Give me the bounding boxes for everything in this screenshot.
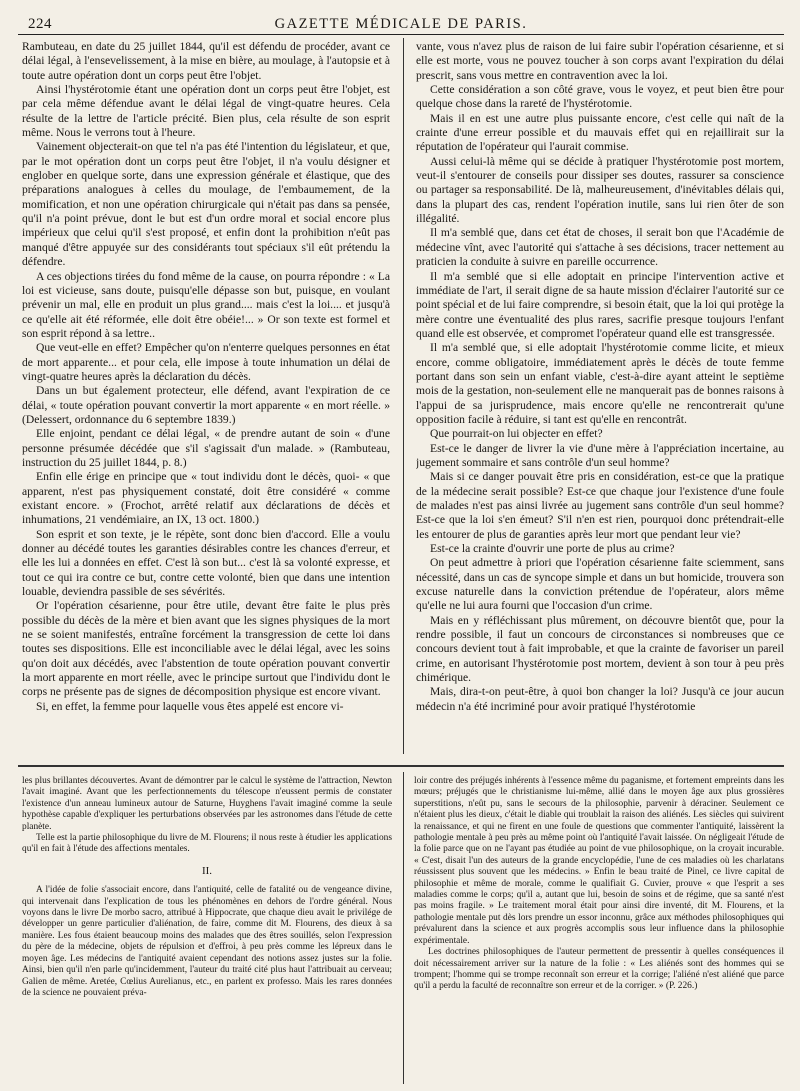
paragraph: Mais, dira-t-on peut-être, à quoi bon changer la loi? Jusqu'à ce jour aucun médecin n'a été incriminé pour avoir pratiqué l'hystérotomie xyxy=(416,685,784,713)
journal-title: GAZETTE MÉDICALE DE PARIS. xyxy=(274,16,528,32)
section-number: II. xyxy=(201,864,213,877)
column-divider-lower xyxy=(403,772,404,1084)
paragraph: Est-ce le danger de livrer la vie d'une mère à l'appréciation incertaine, au jugement sommaire et sans contrôle d'un seul homme? xyxy=(416,441,784,469)
paragraph: Il m'a semblé que si elle adoptait en principe l'intervention active et immédiate de l'art, il serait digne de sa haute mission d'éclairer l'autorité sur ce point spécial et de lui faire comprendre, si besoin était, que la loi qui protège la mère contre une éventualité des plus rares, sacrifie presque toujours l'enfant quand elle est observée, et compromet l'opérateur quand elle est transgressée. xyxy=(416,269,784,340)
paragraph: Vainement objecterait-on que tel n'a pas été l'intention du législateur, et que, par le mot opération dont un corps peut être l'objet, il n'a voulu désigner et englober en quelque sorte, dans une expression générale et élastique, que des préparations analogues à celles du moulage, de l'embaumement, de la momification, et non une opération chirurgicale qui n'était pas dans sa pensée, qu'il n'a point prévue, dont le but est d'un ordre moral et social encore plus impérieux que celui qu'il s'est proposé, et enfin dont la prohibition n'eût pas manqué d'être appuyée sur des considérants tout spéciaux s'il eût prétendu la défendre. xyxy=(22,140,390,269)
paragraph: Mais si ce danger pouvait être pris en considération, est-ce que la pratique de la médecine serait possible? Est-ce que chaque jour l'existence d'une foule de malades n'est pas ainsi livrée au jugement sans contrôle d'un seul homme? Est-ce que la loi s'en émeut? S'il n'en est rien, pourquoi donc prétendrait-elle les entourer de plus de garanties après leur mort que pendant leur vie? xyxy=(416,470,784,541)
paragraph: Dans un but également protecteur, elle défend, avant l'expiration de ce délai, « toute opération pouvant convertir la mort apparente « en mort réelle. » (Delessert, ordonnance du 6 septembre 1839.) xyxy=(22,384,390,426)
section-separator xyxy=(18,765,784,767)
paragraph: Est-ce la crainte d'ouvrir une porte de plus au crime? xyxy=(430,542,675,556)
paragraph: Que pourrait-on lui objecter en effet? xyxy=(430,427,603,441)
paragraph: Il m'a semblé que, dans cet état de choses, il serait bon que l'Académie de médecine vînt, avec l'autorité qui s'attache à ses décisions, tracer nettement au praticien la conduite à suivre en pareille occurrence. xyxy=(416,226,784,269)
page-number: 224 xyxy=(28,16,52,32)
paragraph: On peut admettre à priori que l'opération césarienne faite sciemment, sans nécessité, dans un cas de syncope simple et dans un but homicide, trouvera son excuse naturelle dans la conviction prétendue de l'opérateur, alors même qu'elle ne lui aura fourni que l'occasion d'un crime. xyxy=(416,556,784,613)
paragraph: Aussi celui-là même qui se décide à pratiquer l'hystérotomie post mortem, veut-il s'entourer de conseils pour dissiper ses doutes, rassurer sa conscience ou partager sa responsabilité. De là, malheureusement, d'inévitables délais qui, dans la plupart des cas, rendent l'opération inutile, sans lui rien ôter de son illégalité. xyxy=(416,154,784,226)
paragraph: Mais il en est une autre plus puissante encore, c'est celle qui naît de la crainte d'une erreur possible et du mauvais effet qui en rejaillirait sur la réputation de l'opérateur qui l'aurait commise. xyxy=(416,111,784,154)
column-divider xyxy=(403,38,404,754)
paragraph: Enfin elle érige en principe que « tout individu dont le décès, quoi- « que apparent, n'est pas physiquement constaté, doit être considéré « comme existant encore. » (Frochot, arrêté relatif aux déclarations de décès et inhumations, 21 vendémiaire, an IX, 13 oct. 1800.) xyxy=(22,470,390,527)
paragraph: vante, vous n'avez plus de raison de lui faire subir l'opération césarienne, et si elle est morte, vous ne pouvez toucher à son corps avant l'expiration du délai prescrit, sans vous mettre en contravention avec la loi. xyxy=(416,40,784,82)
paragraph: Si, en effet, la femme pour laquelle vous êtes appelé est encore vi- xyxy=(36,699,344,713)
paragraph: Son esprit et son texte, je le répète, sont donc bien d'accord. Elle a voulu donner au décédé toutes les garanties désirables contre les chances d'erreur, et elle les lui a données en effet. C'est là son but... c'est là sa volonté expresse, et tout ce qui ira contre ce but, contre cette volonté, bien que dans une intention louable, deviendra passible de ses sévérités. xyxy=(22,527,390,599)
paragraph: Elle enjoint, pendant ce délai légal, « de prendre autant de soin « d'une personne présumée décédée que s'il s'agissait d'un malade. » (Rambuteau, instruction du 25 juillet 1844, p. 8.) xyxy=(22,427,390,469)
paragraph: Il m'a semblé que, si elle adoptait l'hystérotomie comme licite, et mieux encore, comme obligatoire, immédiatement après le décès de toute femme portant dans son sein un enfant viable, c'est-à-dire ayant atteint le septième mois de la gestation, non-seulement elle ne manquerait pas de bonnes raisons à l'appui de sa jurisprudence, mais encore qu'elle ne rencontrerait qu'une opposition facile à réduire, si tant est qu'elle en rencontrât. xyxy=(416,341,784,426)
paragraph: les plus brillantes découvertes. Avant de démontrer par le calcul le système de l'attraction, Newton l'avait imaginé. Avant que les perfectionnements du télescope n'eussent permis de constater l'existence d'un anneau lumineux autour de Saturne, Huyghens l'avait imaginé comme la seule hypothèse capable d'expliquer les perturbations observées par les astronomes dans l'étude de cette planète. xyxy=(22,776,392,832)
paragraph: Or l'opération césarienne, pour être utile, devant être faite le plus près possible du décès de la mère et bien avant que les signes physiques de la mort ne se soient manifestés, entraîne forcément la transgression de cette loi dans toutes ses dispositions. Elle est inconciliable avec le délai légal, avec les soins qu'on doit aux décédés, avec l'abstention de toute opération pouvant convertir la mort apparente en mort réelle, avec le principe surtout que l'individu dont le corps ne présente pas de signes de décomposition physique est encore vivant. xyxy=(22,599,390,699)
paragraph: Telle est la partie philosophique du livre de M. Flourens; il nous reste à étudier les applications qu'il en fait à l'étude des affections mentales. xyxy=(22,833,392,855)
paragraph: loir contre des préjugés inhérents à l'essence même du paganisme, et fortement empreints dans les mœurs; préjugés que le christianisme lui-même, allié dans le moyen âge aux plus grossières superstitions, n'eût pu, sans le secours de la philosophie, parvenir à déraciner. Seulement ce n'étaient plus les dieux, c'était le diable qui troublait la raison des aliénés. Les siècles qui suivirent la renaissance, et qui ne firent en une foule de questions que commenter l'antiquité, laissèrent la pathologie mentale à peu près au même point où l'antiquité l'avait laissée. On négligeait l'étude de la folie parce que on ne l'ayant pas étudiée au point de vue philosophique, on la croyait incurable. « C'est, disait l'un des auteurs de la grande encyclopédie, l'une de ces maladies où les charlatans réussissent plus souvent que les médecins. » Enfin le beau traité de Pinel, ce livre capital de philosophie et même de morale, comme le qualifiait G. Cuvier, prouve « que l'esprit a ses maladies comme le corps; qu'il a, autant que lui, besoin de soins et de régime, que sa santé n'est pas moins fragile. » Le traitement moral était pour ainsi dire inventé, dit M. Flourens, et la pathologie mentale put dès lors prendre un essor inconnu, grâce aux méthodes philosophiques qui prévalurent dans la science et aux progrès accomplis sous leur influence dans la philosophie expérimentale. xyxy=(414,776,784,946)
paragraph: A ces objections tirées du fond même de la cause, on pourra répondre : « La loi est vicieuse, sans doute, puisqu'elle dépasse son but, puisque, en voulant prévenir un mal, elle en produit un plus grand.... mais c'est la loi.... et jusqu'à ce qu'elle ait été réformée, elle doit être obéie!... » Or son texte est formel et son esprit répond à sa lettre.. xyxy=(22,269,390,340)
paragraph: Ainsi l'hystérotomie étant une opération dont un corps peut être l'objet, est par cela même défendue avant le délai légal de vingt-quatre heures. Cela résulte de la lettre de l'article précité. Bien plus, cela résulte de son esprit même. Nous le verrons tout à l'heure. xyxy=(22,83,390,140)
paragraph: Mais en y réfléchissant plus mûrement, on découvre bientôt que, pour la rendre possible, il faut un concours de circonstances si nombreuses que ce concours devient tout à fait improbable, et que la crainte de favoriser un pareil crime, en autorisant l'hystérotomie post mortem, devient à son tour à peu près chimérique. xyxy=(416,613,784,685)
review-column-right xyxy=(414,776,784,1082)
paragraph: Que veut-elle en effet? Empêcher qu'on n'enterre quelques personnes en état de mort apparente... et pour cela, elle impose à toute inhumation un délai de vingt-quatre heures après la déclaration du décès. xyxy=(22,341,390,383)
review-column-left xyxy=(22,776,392,1082)
paragraph: Cette considération a son côté grave, vous le voyez, et peut bien être pour quelque chose dans la rareté de l'hystérotomie. xyxy=(416,83,784,111)
article-column-left xyxy=(22,40,390,752)
page-header xyxy=(18,10,784,35)
article-column-right xyxy=(416,40,784,752)
paragraph: A l'idée de folie s'associait encore, dans l'antiquité, celle de fatalité ou de vengeance divine, qui intervenait dans l'explication de tous les phénomènes en dehors de l'ordre général. Nous voyons dans le livre De morbo sacro, attribué à Hippocrate, que chaque dieu avait le privilége de développer un genre particulier d'aliénation, de faire, comme dit M. Flourens, des dieux à sa manière. Les fous étaient beaucoup moins des malades que des êtres souillés, selon l'expression du père de la médecine, objets de répulsion et d'effroi, à peu près comme les lépreux dans le moyen âge. Les médecins de l'antiquité avaient cependant des notions assez justes sur la folie. Ainsi, bien qu'il n'en parle qu'incidemment, l'auteur du traité cité plus haut l'attribuait au cerveau; Galien de même. Aretée, Cœlius Aurelianus, etc., en parlent ex professo. Mais les rares données de la science ne pouvaient préva- xyxy=(22,885,392,998)
paragraph: Rambuteau, en date du 25 juillet 1844, qu'il est défendu de procéder, avant ce délai légal, à l'ensevelissement, à la mise en bière, au moulage, à l'autopsie et à toute autre opération dont un corps peut être l'objet. xyxy=(22,40,390,82)
paragraph: Les doctrines philosophiques de l'auteur permettent de pressentir à quelles conséquences il doit nécessairement arriver sur la nature de la folie : « Les aliénés sont des hommes qui se trompent; l'homme qui se trompe reconnaît son erreur et la corrige; l'aliéné n'est aliéné que parce qu'il a perdu la faculté de reconnaître son erreur et de la corriger. » (P. 226.) xyxy=(414,947,784,992)
